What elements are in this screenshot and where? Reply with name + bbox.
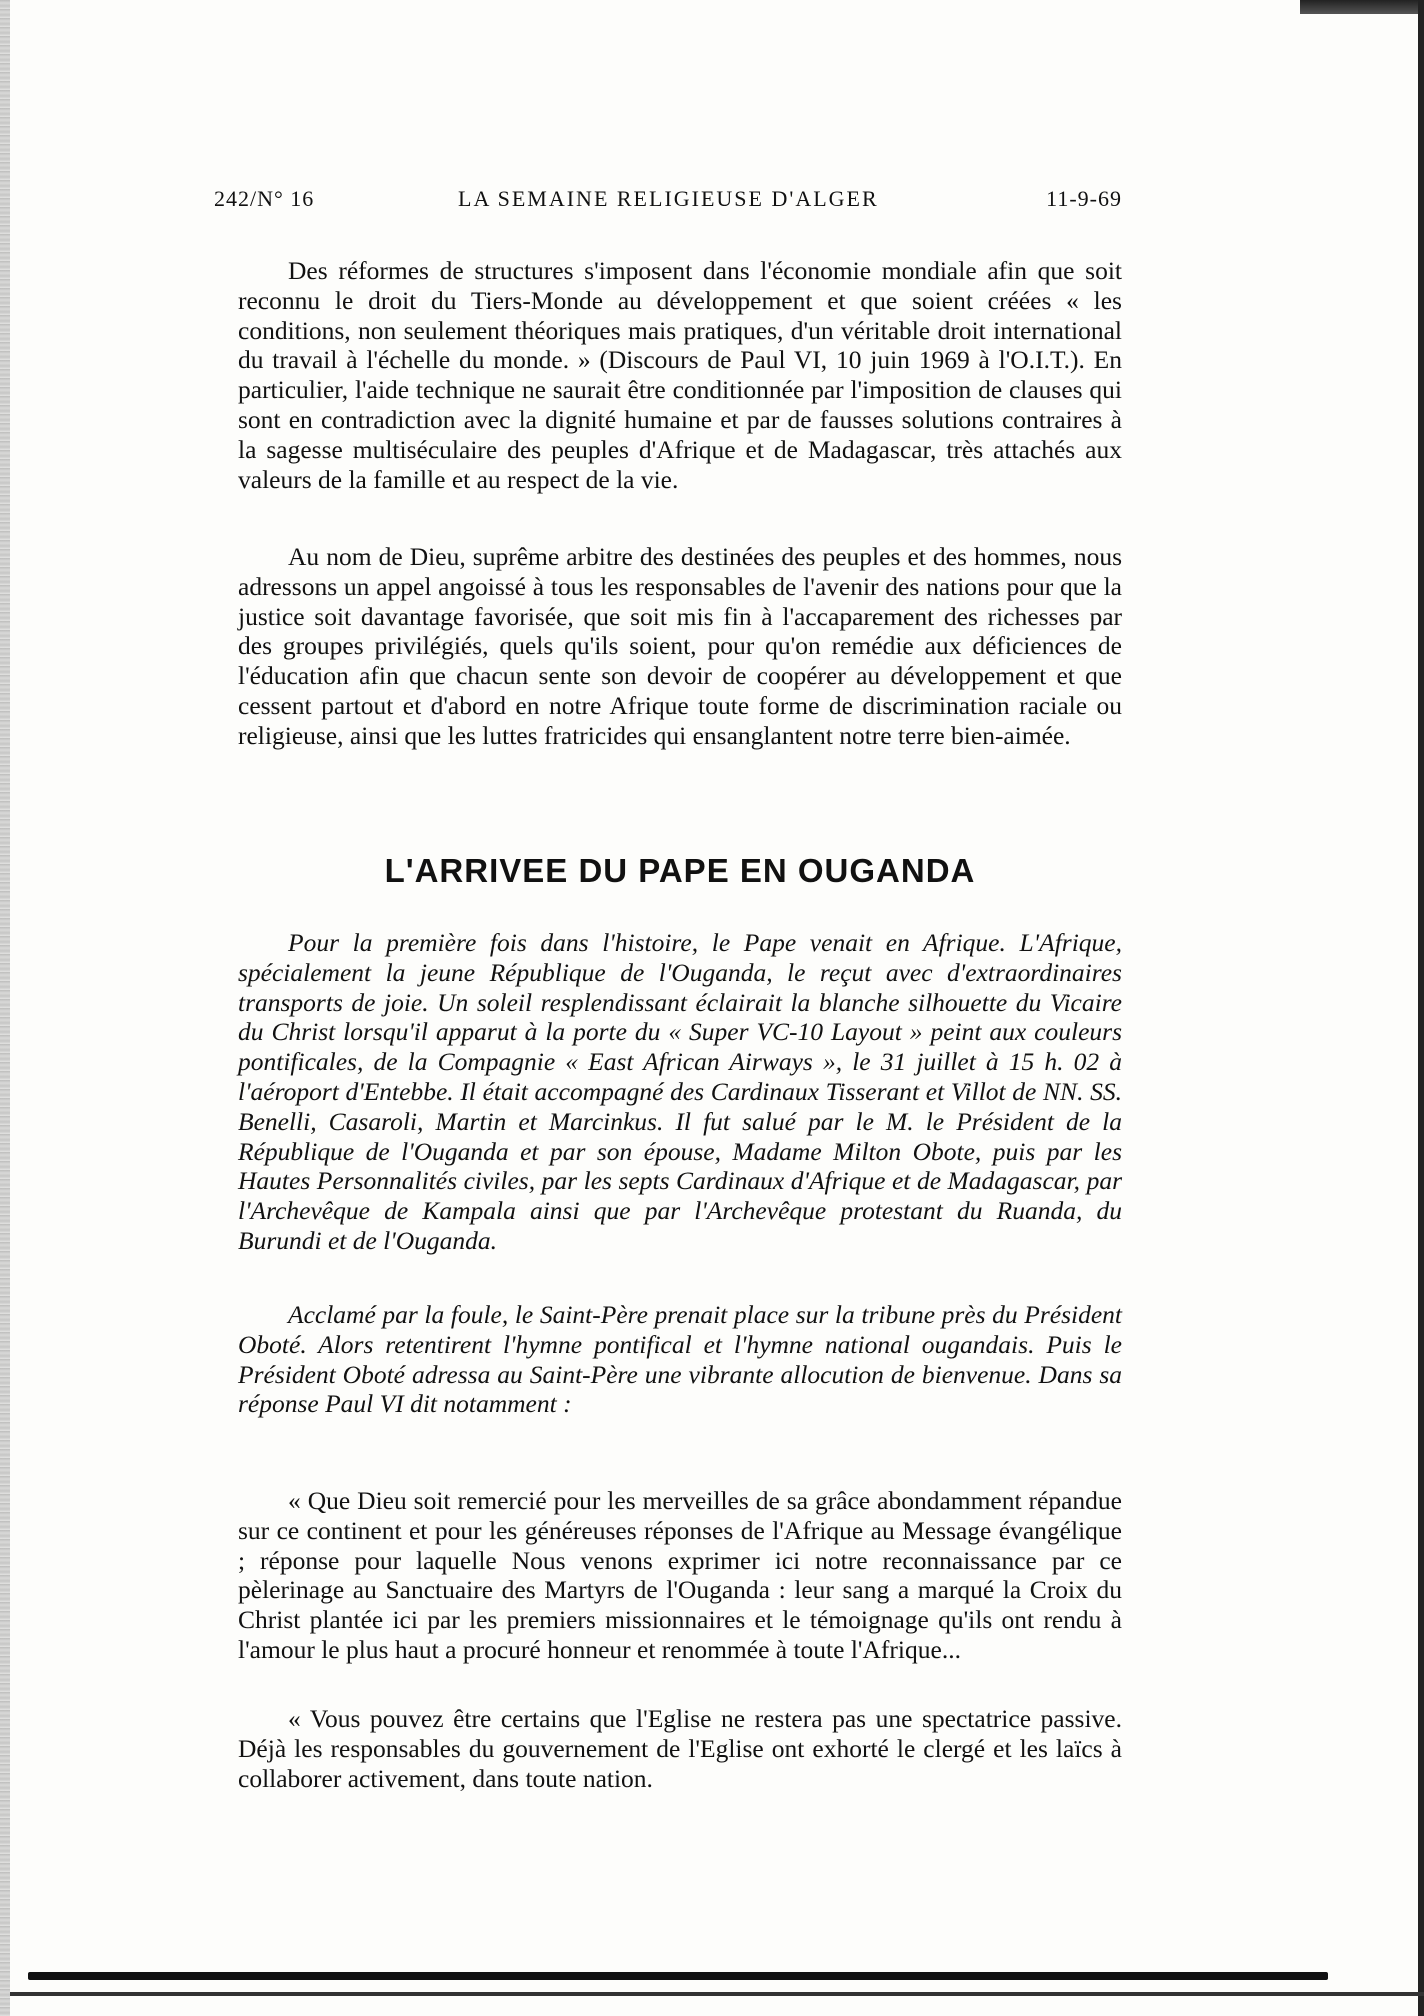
running-header bbox=[214, 186, 1122, 216]
top-edge-rule bbox=[1300, 0, 1424, 14]
intro-paragraph-2 bbox=[238, 542, 1122, 757]
italic-paragraph-2 bbox=[238, 1300, 1122, 1425]
paragraph-text: Acclamé par la foule, le Saint-Père prenait place sur la tribune près du Président Oboté. Alors retentirent l'hymne pontifical et l'hymne national ougandais. Puis le Président Oboté adressa au Saint-Père une vibrante allocution de bienvenue. Dans sa réponse Paul VI dit notamment : bbox=[238, 1300, 1122, 1419]
right-scan-edge bbox=[1418, 0, 1424, 2016]
paragraph-text: « Que Dieu soit remercié pour les merveilles de sa grâce abondamment répandue sur ce continent et pour les généreuses réponses de l'Afrique au Message évangélique ; réponse pour laquelle Nous venons exprimer ici notre reconnaissance par ce pèlerinage au Sanctuaire des Martyrs de l'Ouganda : leur sang a marqué la Croix du Christ plantée ici par les premiers missionnaires et le témoignage qu'ils ont rendu à l'amour le plus haut a procuré honneur et renommée à toute l'Afrique... bbox=[238, 1486, 1122, 1664]
intro-paragraph-1 bbox=[238, 256, 1122, 500]
paragraph-text: Au nom de Dieu, suprême arbitre des destinées des peuples et des hommes, nous adressons un appel angoissé à tous les responsables de l'avenir des nations pour que la justice soit davantage favorisée, que soit mis fin à l'accaparement des richesses par des groupes privilégiés, quels qu'ils soient, pour qu'on remédie aux déficiences de l'éducation afin que chacun sente son devoir de coopérer au développement et que cessent partout et d'abord en notre Afrique toute forme de discrimination raciale ou religieuse, ainsi que les luttes fratricides qui ensanglantent notre terre bien-aimée. bbox=[238, 542, 1122, 750]
publication-title: LA SEMAINE RELIGIEUSE D'ALGER bbox=[458, 186, 879, 211]
paragraph-text: Des réformes de structures s'imposent dans l'économie mondiale afin que soit reconnu le droit du Tiers-Monde au développement et que soient créées « les conditions, non seulement théoriques mais pratiques, d'un véritable droit international du travail à l'échelle du monde. » (Discours de Paul VI, 10 juin 1969 à l'O.I.T.). En particulier, l'aide technique ne saurait être conditionnée par l'imposition de clauses qui sont en contradiction avec la dignité humaine et par de fausses solutions contraires à la sagesse multiséculaire des peuples d'Afrique et de Madagascar, très attachés aux valeurs de la famille et au respect de la vie. bbox=[238, 256, 1122, 494]
section-heading: L'ARRIVEE DU PAPE EN OUGANDA bbox=[384, 852, 976, 889]
quote-paragraph-1 bbox=[238, 1486, 1122, 1671]
paragraph-text: Pour la première fois dans l'histoire, le Pape venait en Afrique. L'Afrique, spécialement la jeune République de l'Ouganda, le reçut avec d'extraordinaires transports de joie. Un soleil resplendissant éclairait la blanche silhouette du Vicaire du Christ lorsqu'il apparut à la porte du « Super VC-10 Layout » peint aux couleurs pontificales, de la Compagnie « East African Airways », le 31 juillet à 15 h. 02 à l'aéroport d'Entebbe. Il était accompagné des Cardinaux Tisserant et Villot de NN. SS. Benelli, Casaroli, Martin et Marcinkus. Il fut salué par le M. le Président de la République de l'Ouganda et par son épouse, Madame Milton Obote, puis par les Hautes Personnalités civiles, par les septs Cardinaux d'Afrique et de Madagascar, par l'Archevêque de Kampala ainsi que par l'Archevêque protestant du Ruanda, du Burundi et de l'Ouganda. bbox=[238, 928, 1122, 1255]
issue-date: 11-9-69 bbox=[1046, 186, 1122, 211]
italic-paragraph-1 bbox=[238, 928, 1122, 1262]
bottom-rule bbox=[28, 1972, 1328, 1980]
paragraph-text: « Vous pouvez être certains que l'Eglise ne restera pas une spectatrice passive. Déjà les responsables du gouvernement de l'Eglise ont exhorté le clergé et les laïcs à collaborer activement, dans toute nation. bbox=[238, 1704, 1122, 1793]
bottom-scan-edge bbox=[10, 1992, 1424, 1996]
quote-paragraph-2 bbox=[238, 1704, 1122, 1799]
page-number: 242/N° 16 bbox=[214, 186, 315, 211]
left-scan-edge bbox=[0, 0, 10, 2016]
